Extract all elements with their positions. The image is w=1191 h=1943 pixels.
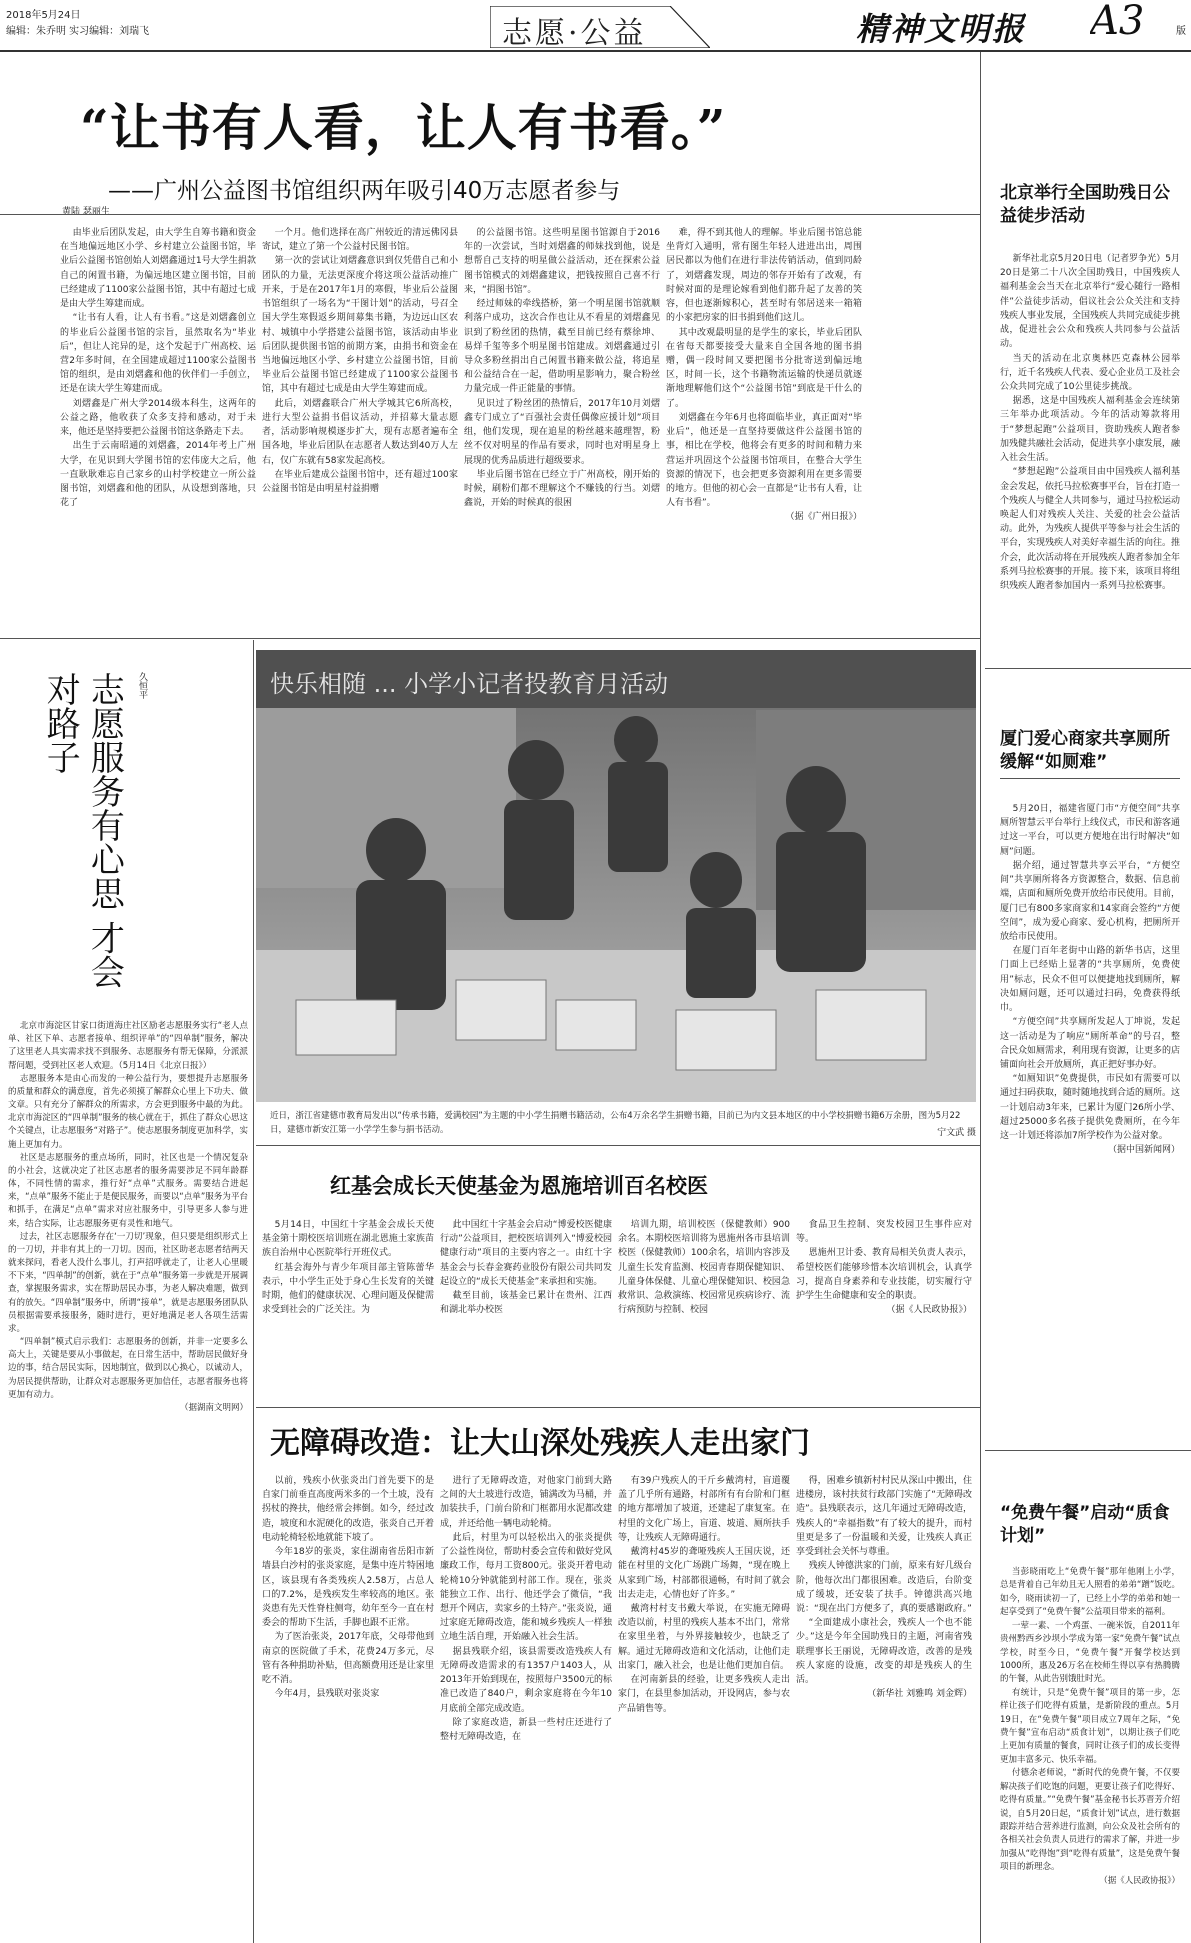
page-number: A3 [1090,0,1145,44]
lead-title-rule [0,214,980,215]
header-rule [0,50,1191,52]
lead-bottom-rule [0,638,980,639]
photo-credit: 宁文武 摄 [937,1128,976,1138]
redcross-col-4: 食品卫生控制、突发校园卫生事件应对等。 恩施州卫计委、教育局相关负责人表示，希望校医们能够珍惜本次培训机会，认真学习，提高自身素养和专业技能，切实履行守护学生生命健康和安全的职责。 （据《人民政协报》） [796,1220,972,1316]
section-title: 志愿·公益 [502,16,647,48]
lead-col-1: 由毕业后团队发起，由大学生自筹书籍和资金在当地偏远地区小学、乡村建立公益图书馆，毕业后公益图书馆创始人刘熠鑫通过1号大学生捐款自己的闲置书籍，为偏远地区建立图书馆，目前已经建成了1100家公益图书馆，其中有超过七成是由大学生筹建而成。 “让书有人看，让人有书看。”这是刘熠鑫创立的毕业后公益图书馆的宗旨，虽然取名为“毕业后”，但让人诧异的是，这个发起于广州高校、运营2年多时间，在全国建成超过1100家公益图书馆的组织，是由刘熠鑫和他的伙伴们一手创立，还是在读大学生筹建而成。 刘熠鑫是广州大学2014级本科生，这两年的公益之路，他收获了众多支持和感动，对于未来，他还是坚持要把公益图书馆这条路走下去。 出生于云南昭通的刘熠鑫，2014年考上广州大学，在见识到大学图书馆的宏伟庞大之后，他一直耿耿难忘自己家乡的山村学校建立一所公益图书馆，刘熠鑫和他的团队，从设想到落地，只花了 [60,228,256,509]
section-tab [490,6,710,48]
side2-body: 5月20日，福建省厦门市“方便空间”共享厕所智慧云平台举行上线仪式，市民和游客通过这一平台，可以更方便地在出行时解决“如厕”问题。 据介绍，通过智慧共享云平台，“方便空间”共享厕所将各方资源整合，数据、信息前端，店面和厕所免费开放给市民使用。目前，厦门已有800多家商家和14家商会签约“方便空间”，成为爱心商家、爱心机构，把厕所开放给市民使用。 在厦门百年老街中山路的新华书店，这里门面上已经贴上显著的“共享厕所，免费使用”标志，民众不但可以便捷地找到厕所，解决如厕问题，还可以通过扫码，免费获得纸巾。 “方便空间”共享厕所发起人丁坤说，发起这一活动是为了响应“厕所革命”的号召，整合民众如厕需求，利用现有资源，让更多的店铺面向社会开放厕所，真正把好事办好。 “如厕知识”免费提供，市民如有需要可以通过扫码获取，随时随地找到合适的厕所。这一计划启动3年来，已累计为厦门26所小学、超过25000多名孩子提供免费厕所，在今年这一计划还将添加7所学校作为公益对象。 （据中国新闻网） [1000,804,1180,1156]
side1-title: 北京举行全国助残日公益徒步活动 [1000,183,1170,226]
side2-rule [985,1450,1191,1451]
page-label: 版 [1176,26,1186,37]
masthead-logo: 精神文明报 [856,10,1027,48]
redcross-top-rule [256,1145,980,1146]
barrier-col-3: 有39户残疾人的干斤乡戴湾村，盲道覆盖了几乎所有通路，村部所有有台阶和门框的地方都增加了坡道，还建起了康复室。在村里的文化广场上，盲道、坡道、厕所扶手等，让残疾人无障碍通行。 戴湾村45岁的聋哑残疾人王国庆说，还能在村里的文化广场跳广场舞，“现在晚上从家到广场，村部都很通畅，有时间了就会出去走走，心情也好了许多。” 戴湾村村支书戴大举说，在实施无障碍改造以前，村里的残疾人基本不出门，常常在家里坐着，与外界接触较少，也缺乏了解。通过无障碍改造和文化活动，让他们走出家门，融入社会，也是让他们更加自信。 在河南新县的经验，让更多残疾人走出家门，在县里参加活动，开设网店，参与农产品销售等。 [618,1476,790,1714]
commentary-author: 久恒平 [137,672,147,699]
redcross-title: 红基会成长天使基金为恩施培训百名校医 [330,1174,708,1198]
lead-col-4: 难，得不到其他人的理解。毕业后图书馆总能坐背灯入通明，常有图生年轻人进进出出，周围居民都以为他们在进行非法传销活动，值到同龄了，刘熠鑫发现，周边的邻存开始有了改观，有时候对面的是理论嫁看到他们都升起了友善的笑容，但也逐渐嫁积心，甚至时有邻居送来一箱箱的小家把房家的旧书捐到他们这儿。 其中改观最明显的是学生的家长，毕业后团队在省每天都要接受大量来自全国各地的图书捐赠，偶一段时间又要把图书分批寄送到偏远地区，时间一长，这个书籍物流运输的快递员就逐渐地理解他们这个“公益图书馆”到底是干什么的了。 刘熠鑫在今年6月也将面临毕业，真正面对“毕业后”，他还是一直坚持要做这件公益图书馆的事，相比在学校，他将会有更多的时间和精力来营运并巩固这个公益图书馆项目，在整合大学生资源的情况下，也会把更多资源利用在更多需要的地方。但他的初心会一直都是“让书有人看，让人有书看”。 （据《广州日报》） [666,228,862,523]
side3-body: 当彭晓雨吃上“免费午餐”那年他刚上小学，总是背着自己年幼且无人照看的弟弟“蹭”饭吃。如今，晓雨读初一了，已经上小学的弟弟和她一起享受到了“免费午餐”公益项目带来的福利。 一荤一素、一个鸡蛋、一碗米饭，自2011年贵州黔西乡沙坝小学成为第一家“免费午餐”试点学校，时至今日，“免费午餐”开餐学校达到1000所，惠及26万名在校师生得以享有热腾腾的午餐，从此告别饿肚时光。 有统计，只是“免费午餐”项目的第一步，怎样让孩子们吃得有质量，是新阶段的重点。5月19日，在“免费午餐”项目成立7周年之际，“免费午餐”宣布启动“质食计划”，以期让孩子们吃上更加有质量的餐食，同时让孩子们的成长变得更加丰富多元、快乐幸福。 付德余老师说，“新时代的免费午餐，不仅要解决孩子们吃饱的问题，更要让孩子们吃得好、吃得有质量。”“免费午餐”基金秘书长苏晋芳介绍说，自5月20日起，“质食计划”试点，进行数据跟踪并结合营养进行监测，向公众及社会所有的各相关社会负责人员进行的需求了解，并进一步加强从“吃得饱”到“吃得有质量”，这是免费午餐项目的新理念。 （据《人民政协报》） [1000,1567,1180,1886]
barrier-title: 无障碍改造：让大山深处残疾人走出家门 [270,1426,810,1461]
redcross-col-2: 此中国红十字基金会启动“博爱校医健康行动”公益项目，把校医培训列入“博爱校园健康行动”项目的主要内容之一。由红十字基金会与长春金赛药业股份有限公司共同发起设立的“成长天使基金”来承担和实施。 截至目前，该基金已累计在贵州、江西和湖北举办校医 [440,1220,612,1316]
side2-title-rule [1000,778,1180,779]
side1-rule [985,668,1191,669]
barrier-col-1: 以前，残疾小伙张炎出门首先要下的是自家门前垂直高度两米多的一个土坡，没有拐杖的搀扶，他经常会摔倒。如今，经过改造，坡度和水泥硬化的改造，张炎自己开着电动轮椅轻松地就能下坡了。 今年18岁的张炎，家住湖南省岳阳市新墙县白沙村的张炎家庭，是集中连片特困地区，该县现有各类残疾人2.58万，占总人口的7.2%，是残疾发生率较高的地区。张炎患有先天性脊柱侧弯，幼年至今一直在村委会的帮助下生活，手脚也跟不正常。 为了医治张炎，2017年底，父母带他到南京的医院做了手术，花费24万多元，尽管有各种捐助补贴，但高额费用还是让家里吃不消。 今年4月，县残联对张炎家 [262,1476,434,1700]
lead-col-2: 一个月。他们选择在高广州较近的清远佛冈县寄试，建立了第一个公益村民图书馆。 第一次的尝试让刘熠鑫意识到仅凭借自己和小团队的力量，无法更深度介将这项公益活动推广开来，于是在2017年1月的寒假，毕业后公益图书馆组织了一场名为“干图计划”的活动，号召全国大学生寒假返乡期间募集书籍，为边远山区农村、城镇中小学搭建公益图书馆，该活动由毕业后团队提供图书馆的前期方案，由捐书和资金在当地偏远地区小学、乡村建立公益图书馆，目前毕业后公益图书馆已经建成了1100家公益图书馆，其中有超过七成是由大学生筹建而成。 此后，刘熠鑫联合广州大学城其它6所高校，进行大型公益捐书倡议活动，并招募大量志愿者，活动影响规模逐步扩大，现有志愿者遍布全国各地，毕业后团队在志愿者人数达到40万人左右，仅广东就有58家发起高校。 在毕业后建成公益图书馆中，还有超过100家公益图书馆是由明星村益捐赠 [262,228,458,494]
side2-title: 厦门爱心商家共享厕所缓解“如厕难” [1000,729,1170,772]
lead-byline: 黄陆 瑟丽生 [62,207,110,217]
lead-title: “让书有人看，让人有书看。” [80,98,727,157]
lead-subtitle: ——广州公益图书馆组织两年吸引40万志愿者参与 [108,178,621,204]
lead-col-3: 的公益图书馆。这些明星图书馆源自于2016年的一次尝试，当时刘熠鑫的师妹找到他，说是想帮自己支持的明星做公益活动，还在探索公益图书馆模式的刘熠鑫建议，把钱按照自己喜不行来，“捐图书馆”。 经过师妹的牵线搭桥，第一个明星图书馆就顺利落户成功，这次合作也让从不看星的刘熠鑫见识到了粉丝团的热情，截至目前已经有蔡徐坤、易烊千玺等多个明星图书馆建成。刘熠鑫通过引导众多粉丝捐出自己闲置书籍来做公益，将追星和公益结合在一起，借助明星影响力，聚合粉丝力量完成一件正能量的事情。 见识过了粉丝团的热情后，2017年10月刘熠鑫专门成立了“百强社会责任偶像应援计划”项目组，他们发现，现在追星的粉丝越来越理智，粉丝不仅对明星的作品有要求，同时也对明星身上展现的优秀品质进行超级要求。 毕业后图书馆在已经立于广州高校，刚开始的时候，刷粉们都不理解这个不赚钱的行当。刘熠鑫说，开始的时候真的很困 [464,228,660,509]
redcross-col-3: 培训九期，培训校医（保健教师）900余名。本期校医培训将为恩施州各市县培训校医（保健教师）100余名，培训内容涉及儿童生长发育监测、校园青春期保健知识、儿童身体保健、儿童心理保健知识、校园急救常识、急救演练、校园常见疾病诊疗、流行病预防与控制、校园 [618,1220,790,1316]
barrier-col-2: 进行了无障碍改造，对他家门前到大路之间的大土坡进行改造，铺满改为马桶，并加装扶手，门前台阶和门框都用水泥都改建成，并还给他一辆电动轮椅。 此后，村里为可以轻松出入的张炎提供了公益性岗位，帮助村委会宣传和做好党风廉政工作，每月工资800元。张炎开着电动轮椅10分钟就能到村部工作。现在，张炎能独立工作、出行、他还学会了微信，“我想开个网店，卖家乡的土特产。”张炎说，通过家庭无障碍改造，能和城乡残疾人一样独立地生活自理，开始融入社会生活。 据县残联介绍，该县需要改造残疾人有无障碍改造需求的有1357户1403人，从2013年开始到现在，按照每户3500元的标准已改造了840户，剩余家庭将在今年10月底前全部完成改造。 除了家庭改造，新县一些村庄还进行了整村无障碍改造，在 [440,1476,612,1742]
side3-title: “免费午餐”启动“质食计划” [1000,1503,1170,1546]
left-column-rule [253,640,254,1943]
commentary-title-text: 志愿服务有心思 才会对路子 [40,672,125,989]
right-column-rule [980,52,981,1943]
redcross-bottom-rule [256,1407,980,1408]
issue-date: 2018年5月24日 [6,10,81,21]
photo-scene [256,650,976,1102]
redcross-col-1: 5月14日，中国红十字基金会成长天使基金第十期校医培训班在湖北恩施土家族苗族自治州中心医院举行开班仪式。 红基会海外与青少年项目部主管陈蕾华表示，中小学生正处于身心生长发育的关键时期，他们的健康状况、心理问题及保健需求受到社会的广泛关注。为 [262,1220,434,1316]
commentary-body: 北京市海淀区甘家口街道海庄社区励老志愿服务实行“老人点单、社区下单、志愿者接单、组织评单”的“四单制”服务，解决了这里老人具实需求找不到服务、志愿服务有帮无保障，分派派帮问题，受到社区老人欢迎。（5月14日《北京日报》） 志愿服务本是由心而发的一种公益行为，要想提升志愿服务的质量和群众的满意度，首先必须摸了解群众心里上下功夫、做文章。只有充分了解群众的所需求，方会更到服务中最的为此。北京市海淀区的“四单制”服务的核心就在于，抓住了群众心思这个关键点，让志愿服务“对路子”。使志愿服务制度更加科学，实施上更加有力。 社区是志愿服务的重点场所，同时，社区也是一个情况复杂的小社会，这就决定了社区志愿者的服务需要涉足不同年龄群体，不同性情的需求，推行好“点单”式服务。需要结合进起来，“点单”服务不能止于是便民服务，而要以“点单”服务为平台和抓手，在满足“点单”需求对应社服务中，引导更多人参与进来，结合实际，让志愿服务更有灵性和地气。 过去，社区志愿服务存在‘一刀切’现象，但只要是组织形式上的一刀切，并非有其上的一刀切。因而，社区助老志愿者结两天就来探问，看老人没什么事儿，打声招呼就走了，让老人心里暖不下来，“四单制”的创新，就在于“点单”服务第一步就是开展调查，掌握服务需求，实在帮助居民办事，为老人解决难题，做到有的放矢。“四单制”服务中，所谓“接单”，就是志愿服务团队队员根据需要承接服务，随时进行，更好地满足老人各项生活需求。 “四单制”模式启示我们：志愿服务的创新，并非一定要多么高大上，关键是要从小事做起，在日常生活中，帮助居民做好身边的事，结合居民实际，因地制宜，做到以心换心，以诚动人，为居民提供帮助，让群众对志愿服务更加信任，志愿者服务也将更加有动力。 （据湖南文明网） [8,1021,248,1413]
photo [256,650,976,1102]
side1-body: 新华社北京5月20日电（记者罗争光）5月20日是第二十八次全国助残日，中国残疾人福利基金会当天在北京举行“爱心随行一路相伴”公益徒步活动，倡议社会公众关注和支持残疾人事业发展，全国残疾人共同完成徒步挑战，促进社会公众和残疾人共同参与公益活动。 当天的活动在北京奥林匹克森林公园举行，近千名残疾人代表、爱心企业员工及社会公众共同完成了10公里徒步挑战。 据悉，这是中国残疾人福利基金会连续第三年举办此项活动。今年的活动筹款将用于“梦想起跑”公益项目，资助残疾人跑者参加残健共融社会活动，促进共享小康发展，融入社会生活。 “梦想起跑”公益项目由中国残疾人福利基金会发起，依托马拉松赛事平台，旨在打造一个残疾人与健全人共同参与，通过马拉松运动唤起人们对残疾人关注、关爱的社会公益活动。此外，为残疾人提供平等参与社会生活的平台，实现残疾人对美好幸福生活的向往。推介会，此次活动将在开展残疾人跑者参加全年系列马拉松赛事的开展。接下来，该项目将组织残疾人跑者参加国内一系列马拉松赛事。 [1000,254,1180,592]
barrier-col-4: 得，困难乡镇新村村民从深山中搬出，住进楼房，该村扶贫行政部门实施了“无障碍改造”。县残联表示，这几年通过无障碍改造，残疾人的“幸福指数”有了较大的提升，而村里更是多了一份温暖和关爱，让残疾人真正享受到社会关怀与尊重。 残疾人钟德洪家的门前，原来有好几级台阶，他每次出门都很困难。改造后，台阶变成了缓坡，还安装了扶手。钟德洪高兴地说：“现在出门方便多了，真的要感谢政府。” “全面建成小康社会，残疾人一个也不能少。”这是今年全国助残日的主题，河南省残联理事长王丽说，无障碍改造，改善的是残疾人家庭的设施，改变的却是残疾人的生活。 （新华社 刘雅鸣 刘金辉） [796,1476,972,1700]
commentary-title [38,672,178,992]
editors: 编辑：朱乔明 实习编辑：刘瑞飞 [6,26,150,37]
photo-caption: 近日，浙江省建德市教育局发出以“传承书籍，爱满校园”为主题的中小学生捐赠书籍活动，公布4万余名学生捐赠书籍，目前已为内文县本地区的中小学校捐赠书籍6万余册，图为5月22日，建德市新安江第一小学学生参与捐书活动。 [270,1111,961,1135]
photo-banner: 快乐相随 ... 小学小记者投教育月活动 [270,670,669,698]
